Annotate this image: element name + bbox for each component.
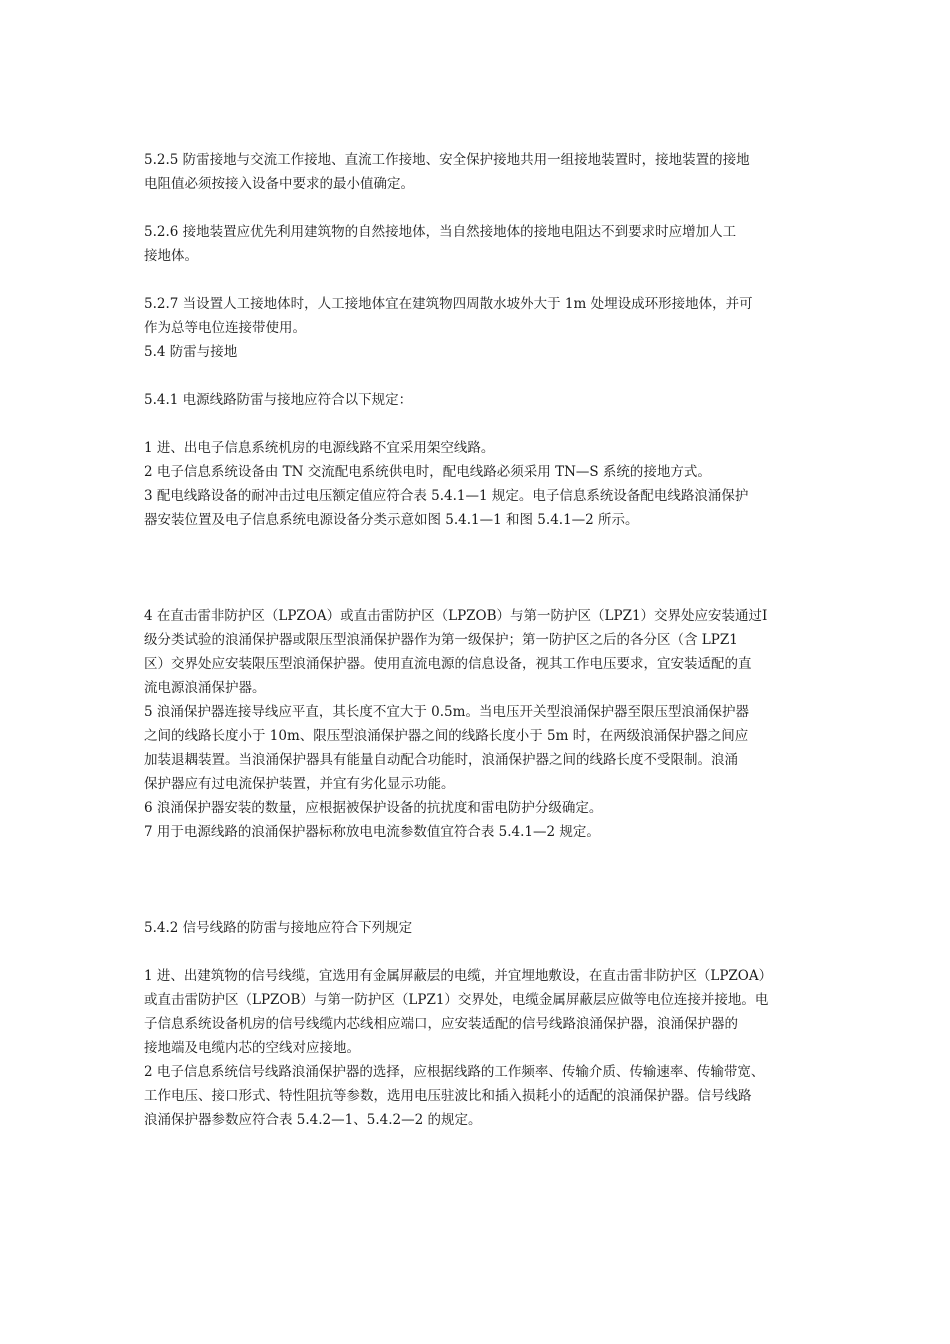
list-item: 5 浪涌保护器连接导线应平直，其长度不宜大于 0.5m。当电压开关型浪涌保护器至限压型浪涌保护器: [144, 704, 749, 720]
section-gap: [144, 844, 820, 916]
paragraph-5-2-5: [144, 148, 820, 196]
clause-5-4-2-items: [144, 964, 820, 1132]
list-item-continued: 级分类试验的浪涌保护器或限压型浪涌保护器作为第一级保护；第一防护区之后的各分区（含 LPZ1: [144, 632, 738, 648]
text-line: 5.2.5 防雷接地与交流工作接地、直流工作接地、安全保护接地共用一组接地装置时，接地装置的接地: [144, 152, 750, 168]
section-gap: [144, 532, 820, 604]
paragraph-5-2-6: [144, 220, 820, 268]
paragraph-5-2-7: [144, 292, 820, 364]
paragraph-gap: [144, 412, 820, 436]
text-line: 作为总等电位连接带使用。: [144, 320, 306, 336]
list-item-continued: 保护器应有过电流保护装置，并宜有劣化显示功能。: [144, 776, 455, 792]
list-item-continued: 接地端及电缆内芯的空线对应接地。: [144, 1040, 360, 1056]
clause-heading: 5.4.1 电源线路防雷与接地应符合以下规定：: [144, 392, 413, 408]
text-line: 接地体。: [144, 248, 198, 264]
list-item-continued: 之间的线路长度小于 10m、限压型浪涌保护器之间的线路长度小于 5m 时，在两级浪涌保护器之间应: [144, 728, 749, 744]
list-item: 4 在直击雷非防护区（LPZOA）或直击雷防护区（LPZOB）与第一防护区（LPZ1）交界处应安装通过Ⅰ: [144, 608, 768, 624]
clause-heading: 5.4.2 信号线路的防雷与接地应符合下列规定: [144, 920, 413, 936]
list-item-continued: 加装退耦装置。当浪涌保护器具有能量自动配合功能时，浪涌保护器之间的线路长度不受限制。浪涌: [144, 752, 738, 768]
list-item-continued: 器安装位置及电子信息系统电源设备分类示意如图 5.4.1—1 和图 5.4.1—2 所示。: [144, 512, 639, 528]
list-item: 3 配电线路设备的耐冲击过电压额定值应符合表 5.4.1—1 规定。电子信息系统设备配电线路浪涌保护: [144, 488, 749, 504]
clause-5-4-1-items-1-3: [144, 436, 820, 532]
section-heading: 5.4 防雷与接地: [144, 344, 238, 360]
text-line: 5.2.7 当设置人工接地体时，人工接地体宜在建筑物四周散水坡外大于 1m 处埋设成环形接地体，并可: [144, 296, 753, 312]
paragraph-5-4-1: [144, 388, 820, 412]
list-item: 6 浪涌保护器安装的数量，应根据被保护设备的抗扰度和雷电防护分级确定。: [144, 800, 603, 816]
paragraph-gap: [144, 364, 820, 388]
list-item-continued: 子信息系统设备机房的信号线缆内芯线相应端口，应安装适配的信号线路浪涌保护器，浪涌保护器的: [144, 1016, 738, 1032]
paragraph-5-4-2: [144, 916, 820, 940]
paragraph-gap: [144, 940, 820, 964]
text-line: 5.2.6 接地装置应优先利用建筑物的自然接地体，当自然接地体的接地电阻达不到要求时应增加人工: [144, 224, 737, 240]
list-item-continued: 浪涌保护器参数应符合表 5.4.2—1、5.4.2—2 的规定。: [144, 1112, 482, 1128]
list-item: 7 用于电源线路的浪涌保护器标称放电电流参数值宜符合表 5.4.1—2 规定。: [144, 824, 600, 840]
text-line: 电阻值必须按接入设备中要求的最小值确定。: [144, 176, 414, 192]
clause-5-4-1-items-4-7: [144, 604, 820, 844]
paragraph-gap: [144, 268, 820, 292]
list-item: 1 进、出建筑物的信号线缆，宜选用有金属屏蔽层的电缆，并宜埋地敷设，在直击雷非防护区（LPZOA）: [144, 968, 773, 984]
list-item: 2 电子信息系统设备由 TN 交流配电系统供电时，配电线路必须采用 TN—S 系统的接地方式。: [144, 464, 711, 480]
document-page: [144, 148, 820, 1132]
list-item-continued: 或直击雷防护区（LPZOB）与第一防护区（LPZ1）交界处，电缆金属屏蔽层应做等电位连接并接地。电: [144, 992, 769, 1008]
paragraph-gap: [144, 196, 820, 220]
list-item: 1 进、出电子信息系统机房的电源线路不宜采用架空线路。: [144, 440, 495, 456]
list-item: 2 电子信息系统信号线路浪涌保护器的选择，应根据线路的工作频率、传输介质、传输速率、传输带宽、: [144, 1064, 765, 1080]
list-item-continued: 区）交界处应安装限压型浪涌保护器。使用直流电源的信息设备，视其工作电压要求，宜安装适配的直: [144, 656, 752, 672]
list-item-continued: 流电源浪涌保护器。: [144, 680, 266, 696]
list-item-continued: 工作电压、接口形式、特性阻抗等参数，选用电压驻波比和插入损耗小的适配的浪涌保护器。信号线路: [144, 1088, 752, 1104]
